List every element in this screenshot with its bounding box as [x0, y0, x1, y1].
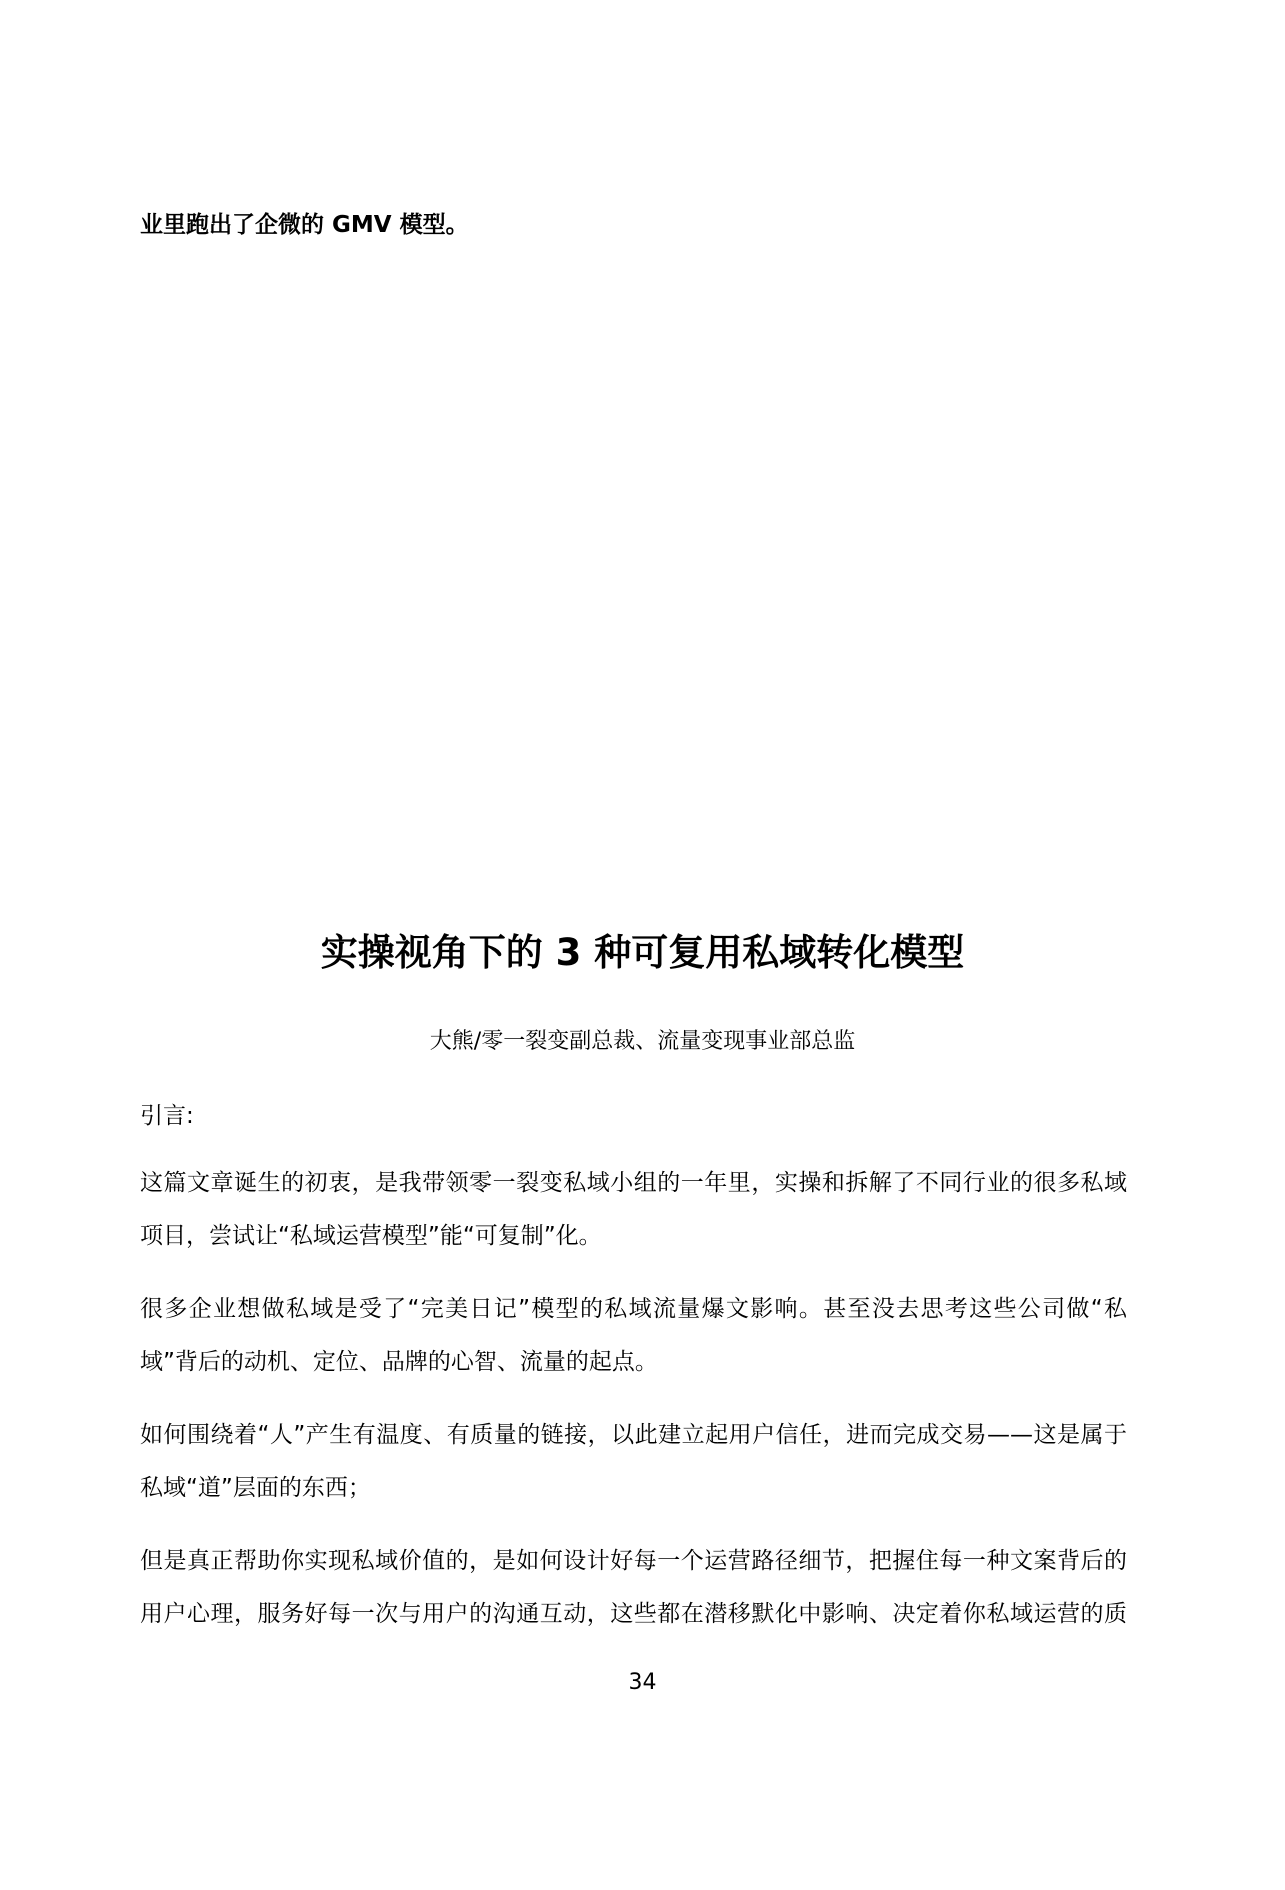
- paragraph-line: 项目，尝试让“私域运营模型”能“可复制”化。: [140, 1223, 602, 1249]
- article-title: 实操视角下的 3 种可复用私域转化模型: [320, 931, 965, 974]
- paragraph-line: 域”背后的动机、定位、品牌的心智、流量的起点。: [140, 1349, 658, 1375]
- paragraph-line: 如何围绕着“人”产生有温度、有质量的链接，以此建立起用户信任，进而完成交易——这是属于: [140, 1422, 1127, 1448]
- paragraph-line: 很多企业想做私域是受了“完美日记”模型的私域流量爆文影响。甚至没去思考这些公司做“私: [140, 1296, 1127, 1322]
- paragraph-line: 但是真正帮助你实现私域价值的，是如何设计好每一个运营路径细节，把握住每一种文案背后的: [140, 1548, 1127, 1574]
- intro-label: 引言:: [140, 1103, 194, 1129]
- page-number: 34: [628, 1670, 657, 1695]
- paragraph: [140, 1283, 1127, 1389]
- paragraph: [140, 1157, 1127, 1263]
- paragraph-line: 私域“道”层面的东西；: [140, 1475, 371, 1501]
- carryover-line: 业里跑出了企微的 GMV 模型。: [140, 212, 469, 238]
- paragraph: [140, 1535, 1127, 1641]
- paragraph-line: 这篇文章诞生的初衷，是我带领零一裂变私域小组的一年里，实操和拆解了不同行业的很多私域: [140, 1170, 1127, 1196]
- author-byline: 大熊/零一裂变副总裁、流量变现事业部总监: [429, 1029, 856, 1054]
- paragraph-line: 用户心理，服务好每一次与用户的沟通互动，这些都在潜移默化中影响、决定着你私域运营的质: [140, 1601, 1127, 1627]
- paragraph: [140, 1409, 1127, 1515]
